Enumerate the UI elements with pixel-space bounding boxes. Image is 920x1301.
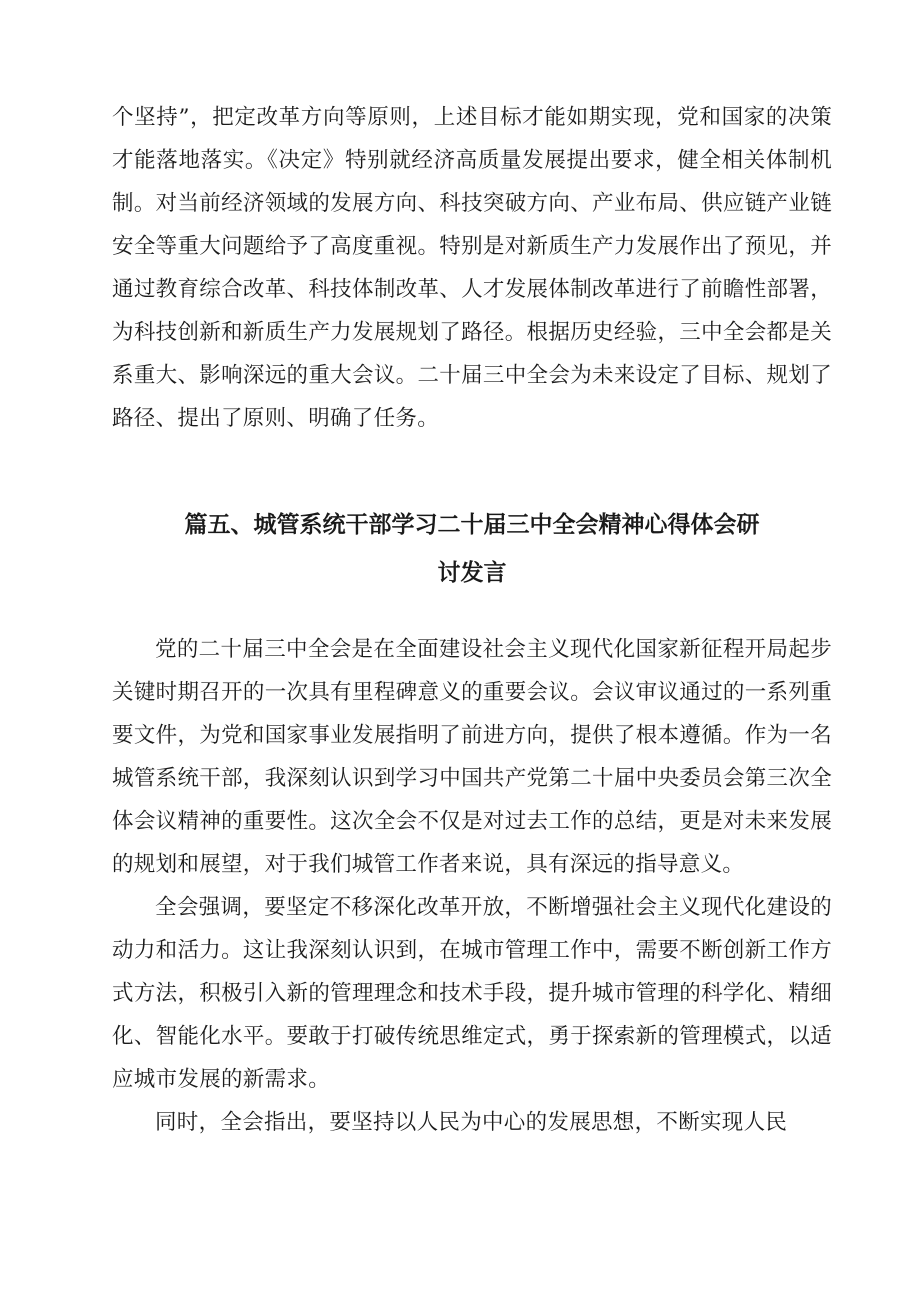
- body-text: [112, 628, 832, 1144]
- body-paragraph: 全会强调，要坚定不移深化改革开放，不断增强社会主义现代化建设的动力和活力。这让我深刻认识到，在城市管理工作中，需要不断创新工作方式方法，积极引入新的管理理念和技术手段，提升城市管理的科学化、精细化、智能化水平。要敢于打破传统思维定式，勇于探索新的管理模式，以适应城市发展的新需求。: [112, 895, 832, 1092]
- section-heading-line-2: 讨发言: [437, 560, 507, 586]
- section-heading-line-1: 篇五、城管系统干部学习二十届三中全会精神心得体会研: [184, 512, 760, 538]
- continuation-paragraph-block: [112, 96, 832, 440]
- body-paragraph: 同时，全会指出，要坚持以人民为中心的发展思想，不断实现人民: [155, 1110, 788, 1135]
- section-heading: [112, 501, 832, 597]
- body-paragraph: 党的二十届三中全会是在全面建设社会主义现代化国家新征程开局起步关键时期召开的一次具有里程碑意义的重要会议。会议审议通过的一系列重要文件，为党和国家事业发展指明了前进方向，提供了根本遵循。作为一名城管系统干部，我深刻认识到学习中国共产党第二十届中央委员会第三次全体会议精神的重要性。这次全会不仅是对过去工作的总结，更是对未来发展的规划和展望，对于我们城管工作者来说，具有深远的指导意义。: [112, 637, 832, 877]
- continuation-paragraph: 个坚持”，把定改革方向等原则，上述目标才能如期实现，党和国家的决策才能落地落实。《决定》特别就经济高质量发展提出要求，健全相关体制机制。对当前经济领域的发展方向、科技突破方向、产业布局、供应链产业链安全等重大问题给予了高度重视。特别是对新质生产力发展作出了预见，并通过教育综合改革、科技体制改革、人才发展体制改革进行了前瞻性部署，为科技创新和新质生产力发展规划了路径。根据历史经验，三中全会都是关系重大、影响深远的重大会议。二十届三中全会为未来设定了目标、规划了路径、提出了原则、明确了任务。: [112, 105, 832, 431]
